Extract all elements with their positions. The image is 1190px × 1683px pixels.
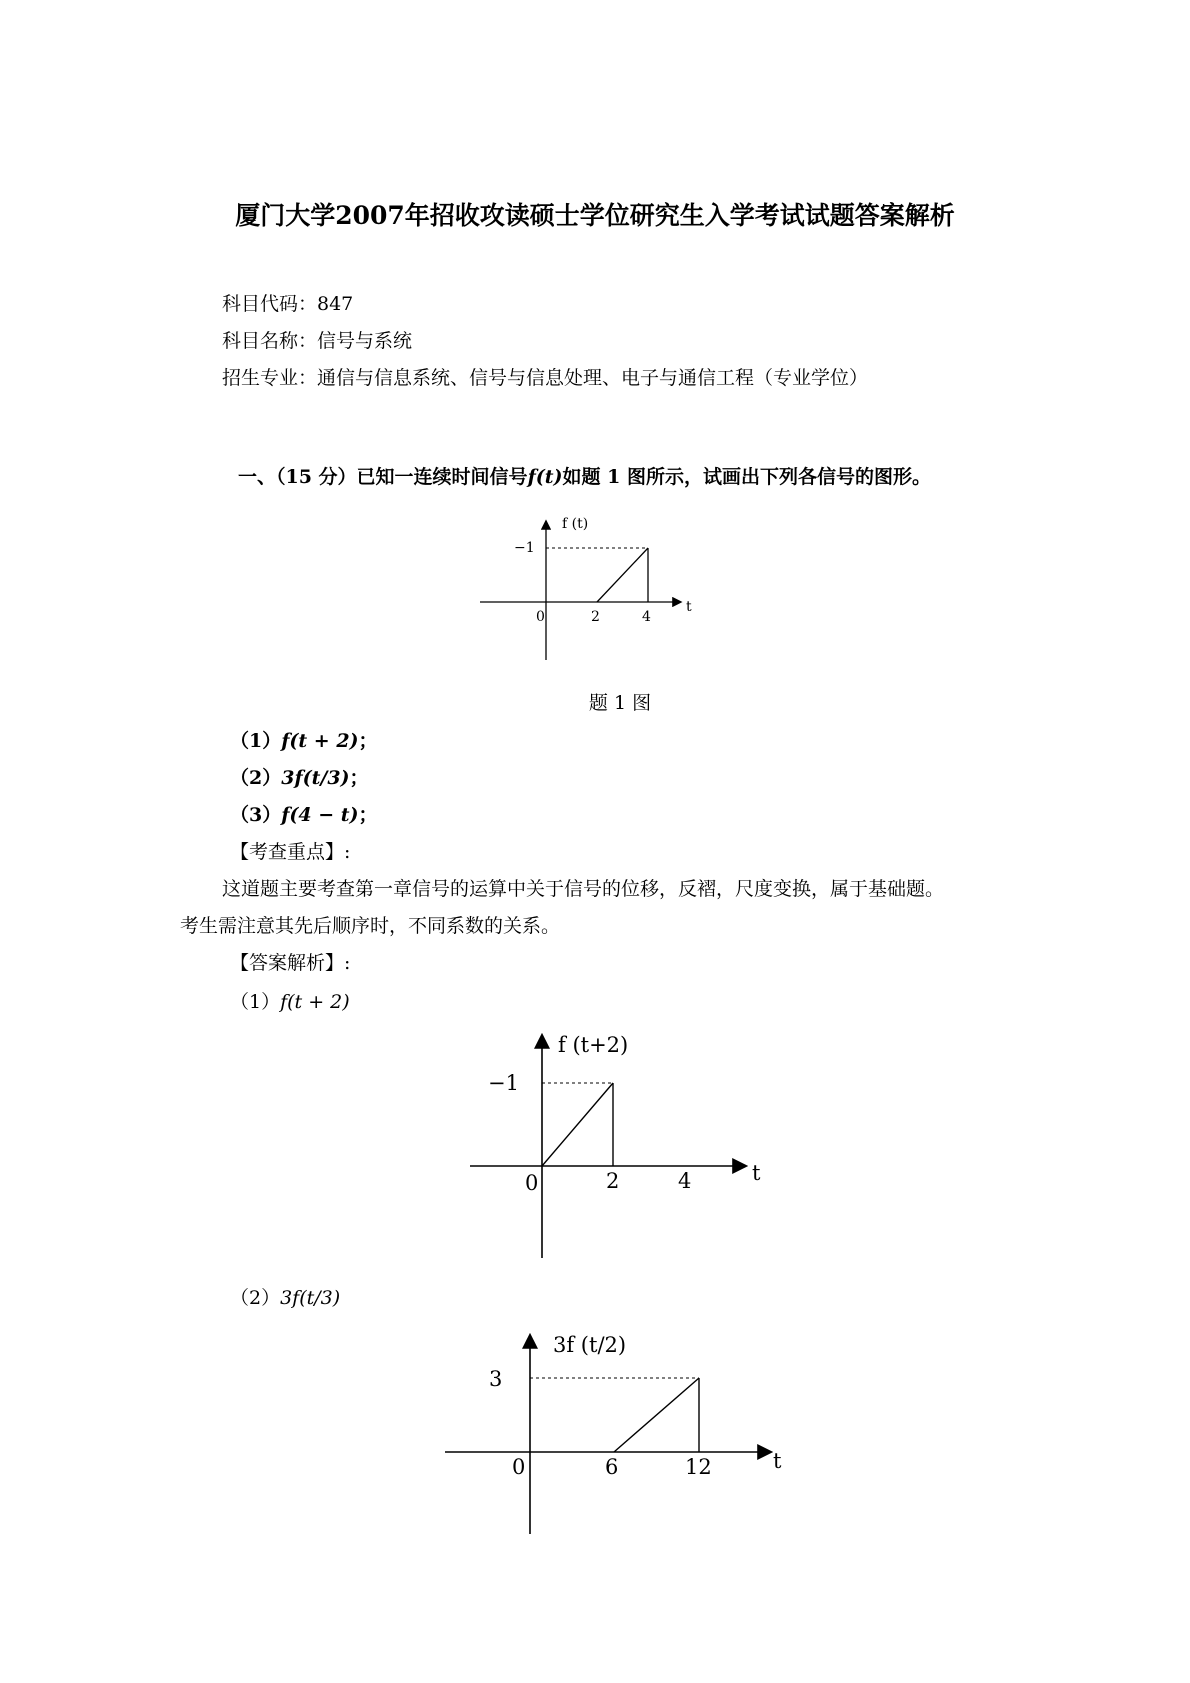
- question-suffix: 如题 1 图所示，试画出下列各信号的图形。: [562, 466, 931, 488]
- question-1: [238, 462, 931, 489]
- y-tick-label: −1: [514, 540, 535, 556]
- y-axis-label: f (t): [562, 516, 589, 532]
- subject-code: 科目代码：847: [222, 293, 354, 315]
- x-tick-label: 2: [606, 1169, 620, 1193]
- focus-text-line-1: 这道题主要考查第一章信号的运算中关于信号的位移，反褶，尺度变换，属于基础题。: [222, 878, 945, 900]
- x-axis-label: t: [773, 1449, 782, 1473]
- answer-2-label: （2）3f(t/3): [230, 1287, 341, 1309]
- figure-1-caption: 题 1 图: [588, 692, 652, 714]
- figure-1-graph: [480, 508, 710, 663]
- subject-name: 科目名称：信号与系统: [222, 330, 413, 352]
- y-tick-label: 3: [489, 1367, 503, 1391]
- x-tick-label: 12: [685, 1455, 712, 1479]
- x-tick-label: 4: [642, 609, 651, 625]
- question-func: f(t): [527, 466, 563, 488]
- subquestion-1: （1）f(t + 2)；: [230, 730, 378, 752]
- ramp-segment: [597, 548, 648, 602]
- x-tick-label: 2: [591, 609, 600, 625]
- x-tick-label: 0: [525, 1171, 539, 1195]
- page-title: 厦门大学2007年招收攻读硕士学位研究生入学考试试题答案解析: [235, 201, 955, 230]
- ramp-segment: [614, 1378, 699, 1452]
- answer-1-graph: [460, 1028, 780, 1263]
- admission-major: 招生专业：通信与信息系统、信号与信息处理、电子与通信工程（专业学位）: [222, 367, 869, 389]
- focus-text-line-2: 考生需注意其先后顺序时，不同系数的关系。: [180, 915, 561, 937]
- subquestion-3: （3）f(4 − t)；: [230, 804, 378, 826]
- focus-heading: 【考查重点】:: [230, 841, 351, 863]
- answer-2-graph: [435, 1328, 785, 1538]
- x-axis-label: t: [686, 599, 692, 615]
- x-tick-label: 0: [536, 609, 545, 625]
- x-axis-label: t: [752, 1161, 761, 1185]
- question-prefix: 一、（15 分）已知一连续时间信号: [238, 466, 528, 488]
- answer-heading: 【答案解析】:: [230, 952, 351, 974]
- answer-1-label: （1）f(t + 2): [230, 991, 350, 1013]
- y-axis-label: 3f (t/2): [553, 1333, 627, 1357]
- x-tick-label: 4: [678, 1169, 692, 1193]
- y-axis-label: f (t+2): [558, 1033, 629, 1057]
- x-tick-label: 0: [512, 1455, 526, 1479]
- subquestion-2: （2）3f(t/3)；: [230, 767, 369, 789]
- ramp-segment: [542, 1083, 613, 1166]
- x-tick-label: 6: [605, 1455, 619, 1479]
- y-tick-label: −1: [488, 1071, 519, 1095]
